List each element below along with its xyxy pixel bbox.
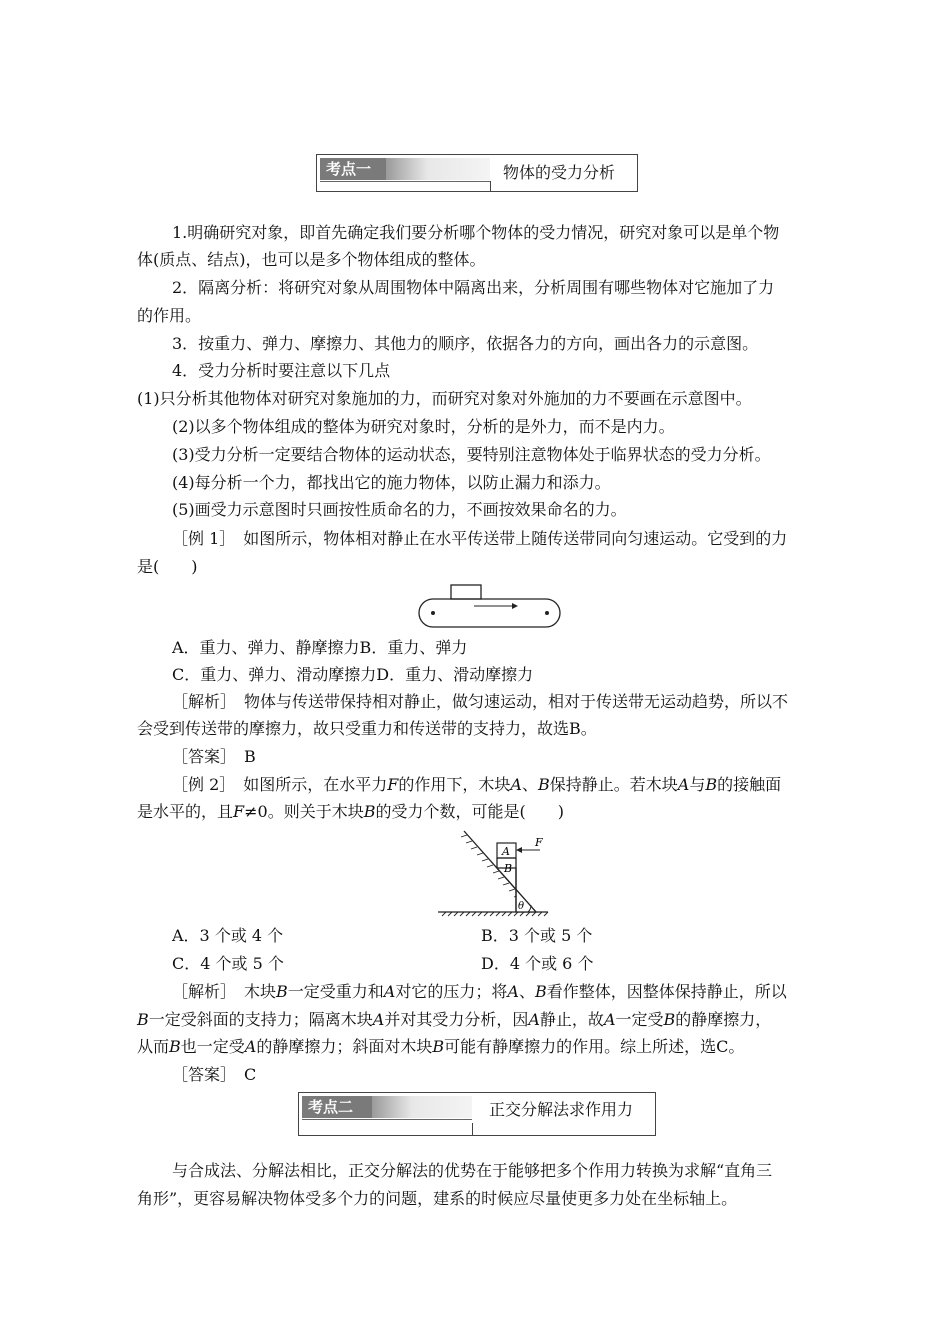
note-5: (5)画受力示意图时只画按性质命名的力，不画按效果命名的力。 <box>172 500 627 519</box>
example-1-solution: ［解析］ 物体与传送带保持相对静止，做匀速运动，相对于传送带无运动趋势，所以不 <box>172 692 789 711</box>
note-4: (4)每分析一个力，都找出它的施力物体，以防止漏力和添力。 <box>172 473 611 492</box>
note-3: (3)受力分析一定要结合物体的运动状态，要特别注意物体处于临界状态的受力分析。 <box>172 445 771 464</box>
example-2-option-b: B．3 个或 5 个 <box>481 926 593 945</box>
section-heading-1 <box>316 154 638 192</box>
paragraph-2: 2．隔离分析：将研究对象从周围物体中隔离出来，分析周围有哪些物体对它施加了力 <box>172 278 775 297</box>
example-2-solution-cont-2: 从而B也一定受A的静摩擦力；斜面对木块B可能有静摩擦力的作用。综上所述，选C。 <box>137 1037 745 1056</box>
example-2-option-a: A．3 个或 4 个 <box>172 926 284 945</box>
section-tag-underline <box>320 181 490 182</box>
figure-label-A: A <box>502 845 510 858</box>
paragraph-3: 3．按重力、弹力、摩擦力、其他力的顺序，依据各力的方向，画出各力的示意图。 <box>172 334 759 353</box>
note-2: (2)以多个物体组成的整体为研究对象时，分析的是外力，而不是内力。 <box>172 417 675 436</box>
example-1-options-row-1: A．重力、弹力、静摩擦力B．重力、弹力 <box>172 638 468 657</box>
section-tag-underline <box>302 1119 472 1120</box>
example-2-option-c: C．4 个或 5 个 <box>172 954 284 973</box>
paragraph-4: 4．受力分析时要注意以下几点 <box>172 361 391 380</box>
note-1: (1)只分析其他物体对研究对象施加的力，而研究对象对外施加的力不要画在示意图中。 <box>137 389 752 408</box>
example-2-option-d: D．4 个或 6 个 <box>481 954 594 973</box>
section-heading-2 <box>298 1092 656 1136</box>
conveyor-belt-figure <box>416 582 566 630</box>
section-tag-divider <box>490 181 491 191</box>
example-2-question: ［例 2］ 如图所示，在水平力F的作用下，木块A、B保持静止。若木块A与B的接触面 <box>172 775 782 794</box>
figure-label-F: F <box>535 836 543 849</box>
figure-label-theta: θ <box>518 901 525 912</box>
example-2-solution-cont-1: B一定受斜面的支持力；隔离木块A并对其受力分析，因A静止，故A一定受B的静摩擦力， <box>137 1010 772 1029</box>
example-1-solution-cont: 会受到传送带的摩擦力，故只受重力和传送带的支持力，故选B。 <box>137 719 597 738</box>
section-tag-shade <box>386 158 490 180</box>
example-1-question: ［例 1］ 如图所示，物体相对静止在水平传送带上随传送带同向匀速运动。它受到的力 <box>172 529 788 548</box>
paragraph-1-cont: 体(质点、结点)，也可以是多个物体组成的整体。 <box>137 250 486 269</box>
example-1-options-row-2: C．重力、弹力、滑动摩擦力D．重力、滑动摩擦力 <box>172 665 534 684</box>
paragraph-1: 1.明确研究对象，即首先确定我们要分析哪个物体的受力情况，研究对象可以是单个物 <box>172 223 780 242</box>
section-title: 物体的受力分析 <box>503 163 616 182</box>
section-title: 正交分解法求作用力 <box>489 1100 634 1119</box>
section-tag: 考点一 <box>320 158 386 180</box>
closing-paragraph: 与合成法、分解法相比，正交分解法的优势在于能够把多个作用力转换为求解“直角三 <box>172 1161 773 1180</box>
incline-blocks-figure <box>436 828 556 920</box>
example-2-solution: ［解析］ 木块B一定受重力和A对它的压力；将A、B看作整体，因整体保持静止，所以 <box>172 982 787 1001</box>
example-2-answer: ［答案］ C <box>172 1065 257 1084</box>
example-2-question-cont: 是水平的，且F≠0。则关于木块B的受力个数，可能是( ) <box>137 802 564 821</box>
section-tag-divider <box>472 1123 473 1135</box>
figure-label-B: B <box>504 862 513 875</box>
closing-paragraph-cont: 角形”，更容易解决物体受多个力的问题，建系的时候应尽量使更多力处在坐标轴上。 <box>137 1189 738 1208</box>
example-1-answer: ［答案］ B <box>172 747 256 766</box>
section-tag-shade <box>372 1096 472 1118</box>
section-tag: 考点二 <box>302 1096 372 1118</box>
paragraph-2-cont: 的作用。 <box>137 306 202 325</box>
example-1-question-cont: 是( ) <box>137 557 198 576</box>
